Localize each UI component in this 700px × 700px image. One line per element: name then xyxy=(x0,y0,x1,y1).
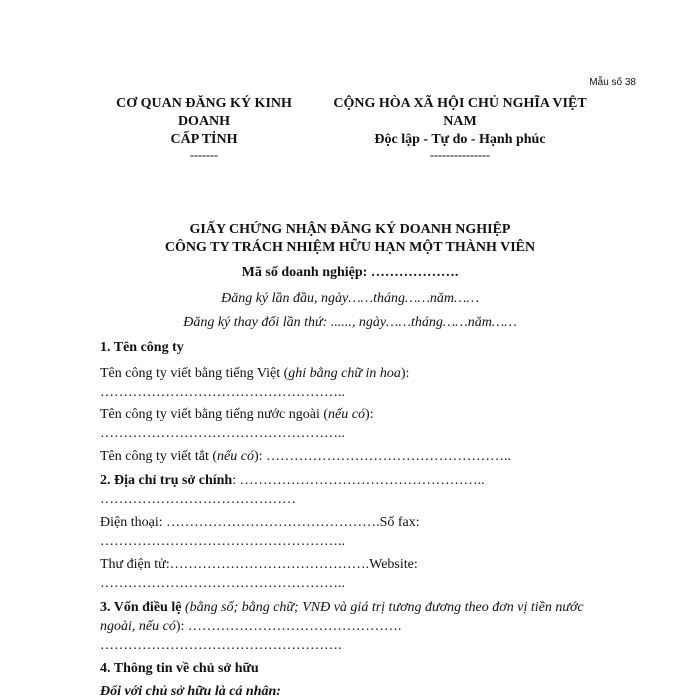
short-name-label xyxy=(100,449,620,465)
foreign-name-label xyxy=(100,407,620,423)
foreign-name-end: ): xyxy=(364,407,374,422)
first-registration-date: Đăng ký lần đầu, ngày……tháng……năm…… xyxy=(221,291,479,306)
issuing-agency xyxy=(104,95,304,161)
section-2-rest: : …………………………………………….. xyxy=(232,473,485,488)
motto-divider: --------------- xyxy=(430,148,490,162)
foreign-name-dots: …………………………………………….. xyxy=(100,426,345,441)
agency-line-1: CƠ QUAN ĐĂNG KÝ KINH xyxy=(116,96,292,111)
motto-line-3: Độc lập - Tự do - Hạnh phúc xyxy=(374,132,546,147)
section-3-line-2 xyxy=(100,619,620,635)
section-1-heading: 1. Tên công ty xyxy=(100,340,184,355)
vn-name-end: ): xyxy=(400,366,410,381)
motto-line-1: CỘNG HÒA XÃ HỘI CHỦ NGHĨA VIỆT xyxy=(333,96,587,111)
email-website-label: Thư điện tử:…………………………………….Website: xyxy=(100,557,418,572)
section-2-title: 2. Địa chỉ trụ sở chính xyxy=(100,473,233,488)
email-dots: …………………………………………….. xyxy=(100,576,345,591)
short-name-note: nếu có xyxy=(217,449,254,464)
foreign-name-text: Tên công ty viết bằng tiếng nước ngoài ( xyxy=(100,407,329,422)
vn-name-label xyxy=(100,366,620,382)
agency-line-3: CẤP TỈNH xyxy=(170,132,238,147)
enterprise-code: Mã số doanh nghiệp: ………………. xyxy=(241,265,459,280)
section-2-heading xyxy=(100,473,620,489)
individual-owner-label: Đối với chủ sở hữu là cá nhân: xyxy=(100,684,281,699)
section-3-heading xyxy=(100,600,620,616)
section-3-note-2: ngoài, nếu có xyxy=(100,619,176,634)
agency-line-2: DOANH xyxy=(177,114,231,129)
capital-dots: ……………………………………………. xyxy=(100,638,342,653)
motto-line-2: NAM xyxy=(443,114,477,129)
form-number: Mẫu số 38 xyxy=(589,77,636,88)
short-name-text: Tên công ty viết tắt ( xyxy=(100,449,218,464)
foreign-name-note: nếu có xyxy=(328,407,365,422)
section-3-title: 3. Vốn điều lệ xyxy=(100,600,182,615)
certificate-title: GIẤY CHỨNG NHẬN ĐĂNG KÝ DOANH NGHIỆP xyxy=(189,222,511,237)
vn-name-note: ghi bằng chữ in hoa xyxy=(288,366,401,381)
vn-name-dots: …………………………………………….. xyxy=(100,385,345,400)
agency-divider: ------- xyxy=(190,148,218,162)
phone-dots: …………………………………………….. xyxy=(100,534,345,549)
vn-name-text: Tên công ty viết bằng tiếng Việt ( xyxy=(100,366,289,381)
address-dots: …………………………………… xyxy=(100,492,296,507)
certificate-subtitle: CÔNG TY TRÁCH NHIỆM HỮU HẠN MỘT THÀNH VIÊN xyxy=(164,240,536,255)
phone-fax-label: Điện thoại: ……………………………………….Số fax: xyxy=(100,515,420,530)
short-name-end: ): …………………………………………….. xyxy=(253,449,512,464)
section-3-end: ): ………………………………………. xyxy=(175,619,402,634)
national-motto xyxy=(322,95,598,161)
change-registration-date: Đăng ký thay đổi lần thứ: ......, ngày……tháng……năm…… xyxy=(183,315,517,330)
section-3-note: (bằng số; bằng chữ; VNĐ và giá trị tương đương theo đơn vị tiền nước xyxy=(181,600,584,615)
section-4-heading: 4. Thông tin về chủ sở hữu xyxy=(100,661,259,676)
